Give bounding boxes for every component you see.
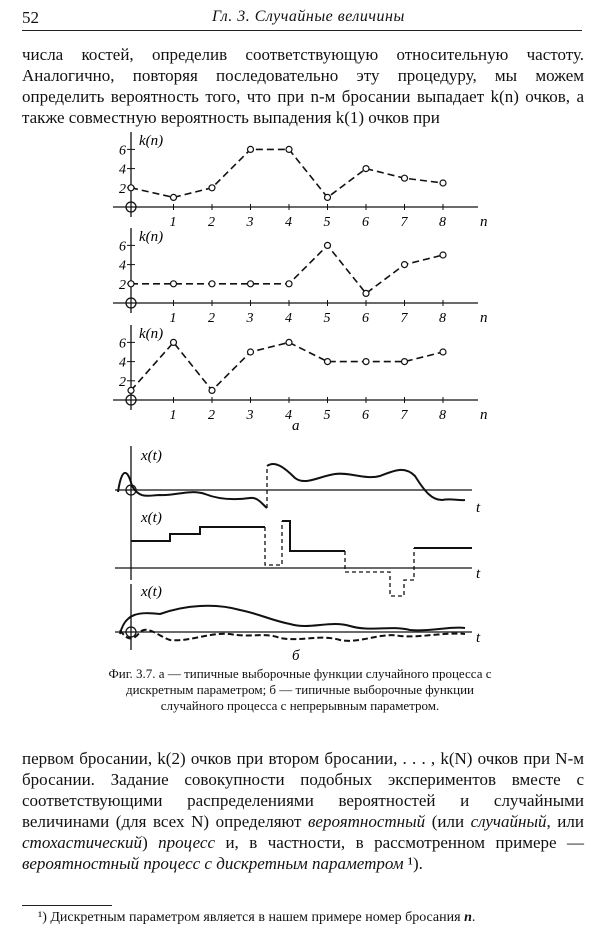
disc-2-point-3	[248, 281, 254, 287]
p2-text-e: и, в частности, в рассмотренном примере —	[215, 833, 584, 852]
disc-2-ytick-label-4: 4	[119, 258, 126, 274]
disc-1-point-1	[171, 194, 177, 200]
cont-2-xlabel: t	[476, 566, 481, 582]
disc-1-point-8	[440, 180, 446, 186]
discrete-panels	[113, 132, 488, 423]
disc-2-xtick-label-5: 5	[323, 311, 331, 326]
disc-3-ylabel: k(n)	[139, 326, 164, 342]
disc-2-ylabel: k(n)	[139, 229, 164, 245]
footnote-rule	[22, 905, 112, 906]
disc-1-point-4	[286, 146, 292, 152]
disc-2-ytick-label-6: 6	[119, 239, 126, 255]
disc-2-point-2	[209, 281, 215, 287]
term-random: случайный	[470, 812, 547, 831]
disc-1-xtick-label-5: 5	[323, 215, 331, 230]
cont-2-ylabel: x(t)	[141, 510, 162, 526]
disc-1-xtick-label-2: 2	[208, 215, 215, 230]
cont-1-curve-right	[267, 464, 465, 500]
disc-3-point-3	[248, 349, 254, 355]
figure-caption: Фиг. 3.7. а — типичные выборочные функции случайного процесса с дискретным параметром; б — типичные выборочные функции случайного процесса с непрерывным параметром.	[108, 666, 492, 713]
disc-2-point-8	[440, 252, 446, 258]
disc-2-ytick-label-2: 2	[119, 277, 126, 293]
disc-1-point-3	[248, 146, 254, 152]
p2-text-f: ¹).	[403, 854, 423, 873]
p2-text-a: первом бросании, k(2) очков при втором бросании, . . . , k(N) очков при N-м бросании. Задание совокупности подобных экспериментов вместе с соответствующими распределениями вероятностей и случайными величинами (для всех N) определяют	[22, 749, 584, 831]
p2-text-d: )	[142, 833, 159, 852]
term-probabilistic: вероятностный	[308, 812, 426, 831]
paragraph-bottom	[22, 748, 584, 874]
disc-3-xtick-label-7: 7	[400, 408, 408, 423]
cont-2-steps-dashed	[265, 521, 414, 596]
running-title: Гл. 3. Случайные величины	[212, 8, 405, 25]
disc-1-xtick-label-8: 8	[439, 215, 446, 230]
disc-3-xtick-label-8: 8	[439, 408, 446, 423]
disc-1-ytick-label-6: 6	[119, 143, 126, 159]
disc-1-point-7	[402, 175, 408, 181]
disc-1-point-6	[363, 166, 369, 172]
footnote	[38, 910, 475, 926]
disc-2-xtick-label-6: 6	[362, 311, 369, 326]
disc-3-ytick-label-4: 4	[119, 355, 126, 371]
cont-1-xlabel: t	[476, 500, 481, 516]
p2-text-b: (или	[425, 812, 471, 831]
disc-3-ytick-label-6: 6	[119, 336, 126, 352]
p2-text-c: , или	[546, 812, 584, 831]
page-number: 52	[22, 8, 39, 27]
paragraph-top: числа костей, определив соответствующую относительную частоту. Аналогично, повторяя последовательно эту процедуру, мы можем определить вероятность того, что при n-м бросании выпадает k(n) очков, а также совместную вероятность выпадения k(1) очков при	[22, 45, 584, 127]
continuous-panels	[115, 446, 472, 650]
disc-3-xlabel: n	[480, 407, 488, 423]
disc-3-point-6	[363, 359, 369, 365]
disc-1-point-2	[209, 185, 215, 191]
disc-2-point-5	[325, 242, 331, 248]
cont-2-steps-solid	[131, 521, 472, 551]
disc-2-xtick-label-2: 2	[208, 311, 215, 326]
footnote-var: n	[464, 910, 472, 925]
term-stochastic: стохастический	[22, 833, 143, 852]
disc-1-ylabel: k(n)	[139, 133, 164, 149]
footnote-marker: ¹)	[38, 910, 47, 925]
disc-3-point-2	[209, 387, 215, 393]
disc-1-point-5	[325, 194, 331, 200]
disc-3-point-4	[286, 339, 292, 345]
disc-1-xtick-label-3: 3	[246, 215, 254, 230]
disc-3-point-5	[325, 359, 331, 365]
disc-2-xtick-label-1: 1	[169, 311, 177, 326]
disc-2-xtick-label-8: 8	[439, 311, 446, 326]
disc-3-point-0	[128, 387, 134, 393]
disc-3-xtick-label-6: 6	[362, 408, 369, 423]
disc-2-xtick-label-3: 3	[246, 311, 254, 326]
cont-1-ylabel: x(t)	[141, 448, 162, 464]
disc-3-xtick-label-2: 2	[208, 408, 215, 423]
cont-3-curve-upper	[120, 606, 465, 634]
disc-1-xtick-label-6: 6	[362, 215, 369, 230]
disc-3-xtick-label-4: 4	[285, 408, 292, 423]
disc-3-ytick-label-2: 2	[119, 374, 126, 390]
disc-3-xtick-label-1: 1	[169, 408, 177, 423]
disc-1-series-line	[131, 149, 443, 197]
disc-1-xtick-label-7: 7	[400, 215, 408, 230]
disc-3-xtick-label-5: 5	[323, 408, 331, 423]
disc-1-point-0	[128, 185, 134, 191]
disc-2-point-1	[171, 281, 177, 287]
disc-1-xtick-label-1: 1	[169, 215, 177, 230]
term-process: процесс	[158, 833, 216, 852]
term-discrete-process: вероятностный процесс с дискретным параметром	[22, 854, 404, 873]
footnote-text: Дискретным параметром является в нашем примере номер бросания	[46, 910, 465, 925]
disc-3-point-1	[171, 339, 177, 345]
cont-3-xlabel: t	[476, 630, 481, 646]
panel-b-label: б	[292, 648, 300, 660]
disc-1-xlabel: n	[480, 214, 488, 230]
disc-1-ytick-label-2: 2	[119, 181, 126, 197]
cont-3-ylabel: x(t)	[141, 584, 162, 600]
footnote-end: .	[471, 910, 476, 925]
disc-2-xtick-label-4: 4	[285, 311, 292, 326]
disc-2-point-6	[363, 290, 369, 296]
disc-3-point-8	[440, 349, 446, 355]
disc-2-point-4	[286, 281, 292, 287]
disc-1-xtick-label-4: 4	[285, 215, 292, 230]
disc-3-point-7	[402, 359, 408, 365]
disc-3-xtick-label-3: 3	[246, 408, 254, 423]
disc-3-series-line	[131, 342, 443, 390]
disc-2-point-0	[128, 281, 134, 287]
panel-a-label: а	[292, 418, 300, 434]
disc-2-xtick-label-7: 7	[400, 311, 408, 326]
disc-2-xlabel: n	[480, 310, 488, 326]
disc-1-ytick-label-4: 4	[119, 162, 126, 178]
disc-2-point-7	[402, 262, 408, 268]
